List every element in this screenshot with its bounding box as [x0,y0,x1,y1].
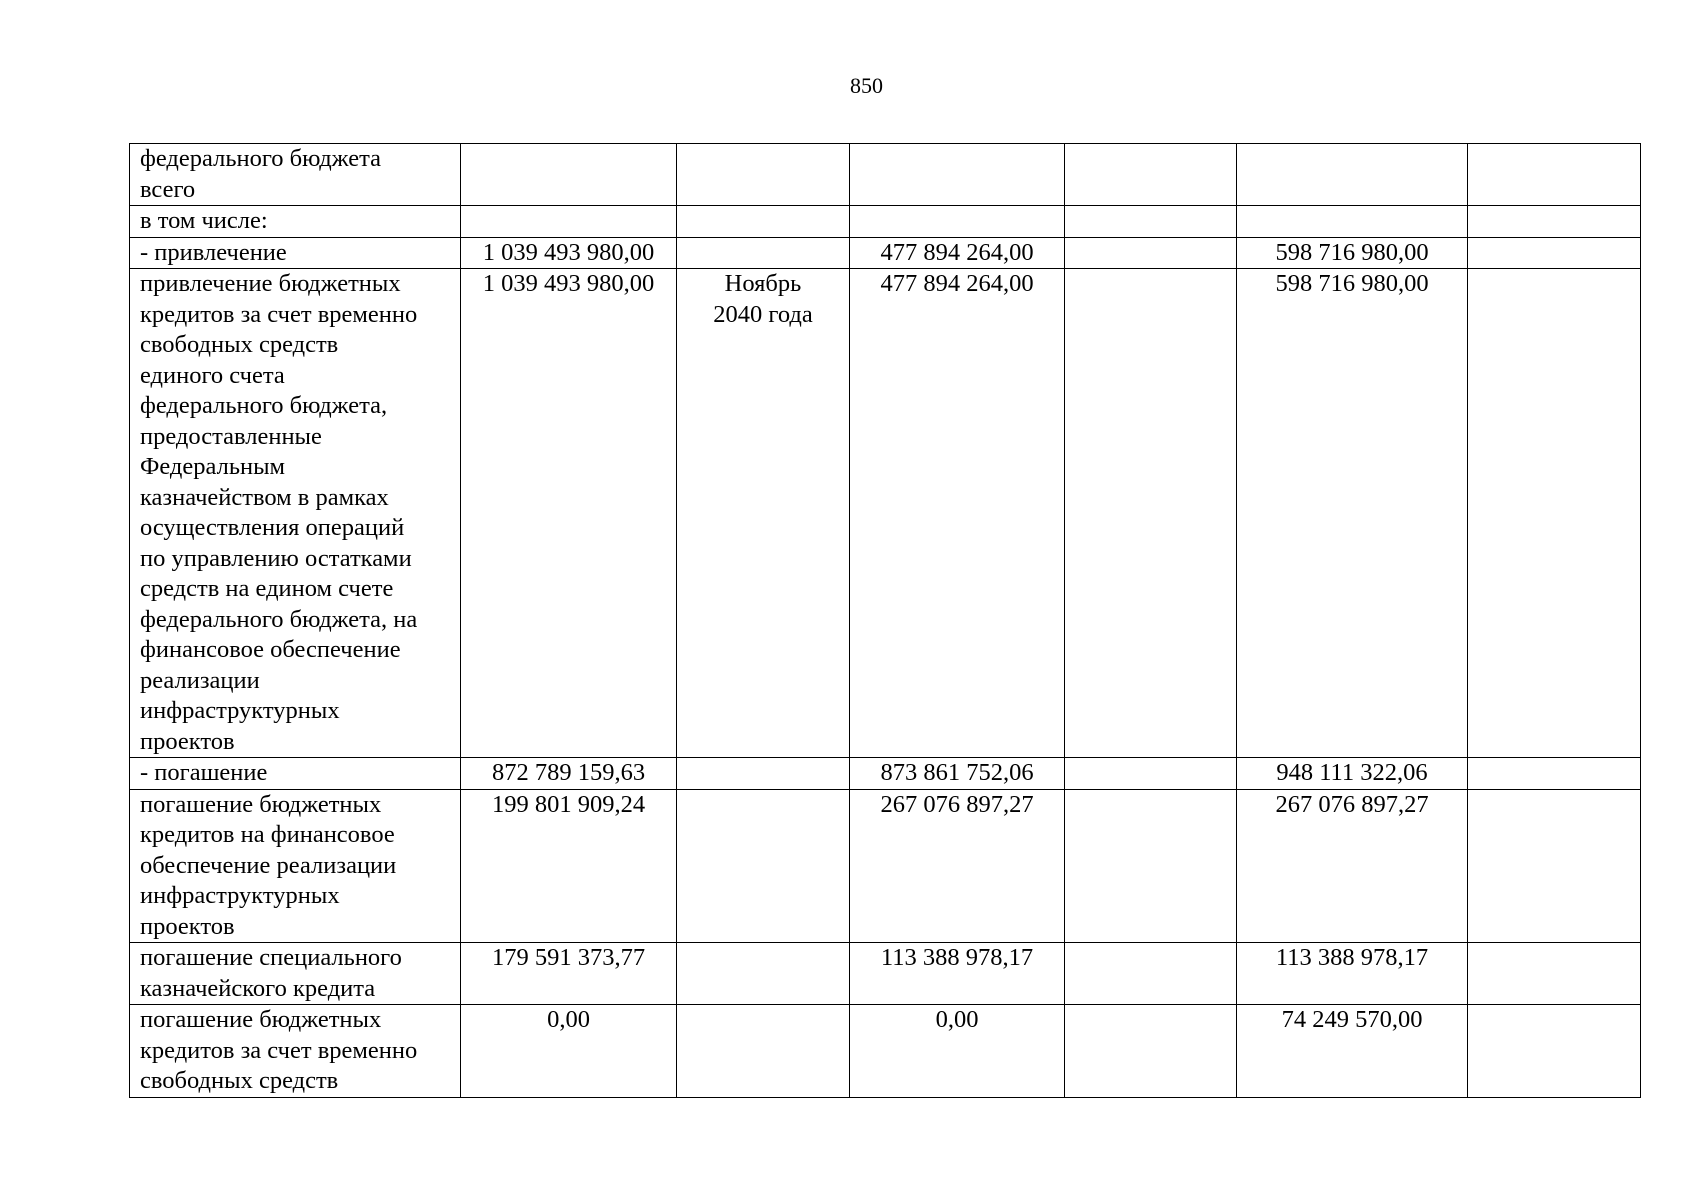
cell-amount: 199 801 909,24 [461,789,677,943]
page-number: 850 [850,73,883,98]
cell-amount [461,144,677,206]
cell-amount [1237,144,1468,206]
cell-term [1468,269,1641,758]
cell-term [1468,237,1641,269]
cell-term [1065,237,1237,269]
cell-amount: 477 894 264,00 [850,237,1065,269]
row-label: в том числе: [130,206,461,238]
cell-amount: 179 591 373,77 [461,943,677,1005]
row-label: - привлечение [130,237,461,269]
row-label: привлечение бюджетных кредитов за счет временно свободных средств единого счета федерального бюджета, предоставленные Федеральным казначейством в рамках осуществления операций по управлению остатками средств на едином счете федерального бюджета, на финансовое обеспечение реализации инфраструктурных проектов [130,269,461,758]
table-row [130,237,1641,269]
cell-term [1468,789,1641,943]
cell-amount [461,206,677,238]
cell-term [677,758,850,790]
cell-term [1065,206,1237,238]
cell-term [1065,789,1237,943]
cell-term [1468,206,1641,238]
cell-amount: 948 111 322,06 [1237,758,1468,790]
cell-amount: 873 861 752,06 [850,758,1065,790]
table-row [130,144,1641,206]
cell-amount: 113 388 978,17 [850,943,1065,1005]
cell-amount: 598 716 980,00 [1237,269,1468,758]
row-label: - погашение [130,758,461,790]
cell-term [1065,758,1237,790]
cell-term [1065,943,1237,1005]
cell-amount: 1 039 493 980,00 [461,237,677,269]
cell-amount: 267 076 897,27 [1237,789,1468,943]
table-row [130,206,1641,238]
table-row [130,758,1641,790]
cell-amount: 0,00 [850,1005,1065,1098]
table-row [130,1005,1641,1098]
row-label: федерального бюджета всего [130,144,461,206]
row-label: погашение специального казначейского кредита [130,943,461,1005]
cell-amount: 0,00 [461,1005,677,1098]
cell-term [677,237,850,269]
cell-amount [850,206,1065,238]
table-row [130,789,1641,943]
cell-term [1468,943,1641,1005]
cell-term [1065,1005,1237,1098]
cell-amount [850,144,1065,206]
cell-amount: 113 388 978,17 [1237,943,1468,1005]
cell-amount: 1 039 493 980,00 [461,269,677,758]
cell-term [1468,758,1641,790]
cell-term [677,206,850,238]
cell-term [677,789,850,943]
cell-amount: 598 716 980,00 [1237,237,1468,269]
cell-term [677,1005,850,1098]
cell-term [677,144,850,206]
cell-amount: 477 894 264,00 [850,269,1065,758]
row-label: погашение бюджетных кредитов за счет временно свободных средств [130,1005,461,1098]
table-row [130,943,1641,1005]
cell-amount: 267 076 897,27 [850,789,1065,943]
row-label: погашение бюджетных кредитов на финансовое обеспечение реализации инфраструктурных проектов [130,789,461,943]
cell-amount: 872 789 159,63 [461,758,677,790]
budget-table [129,143,1641,1098]
cell-amount: 74 249 570,00 [1237,1005,1468,1098]
cell-term [1468,1005,1641,1098]
cell-term [1065,144,1237,206]
cell-term [677,943,850,1005]
cell-amount [1237,206,1468,238]
cell-term [1468,144,1641,206]
cell-term [1065,269,1237,758]
cell-term: Ноябрь 2040 года [677,269,850,758]
table-row [130,269,1641,758]
